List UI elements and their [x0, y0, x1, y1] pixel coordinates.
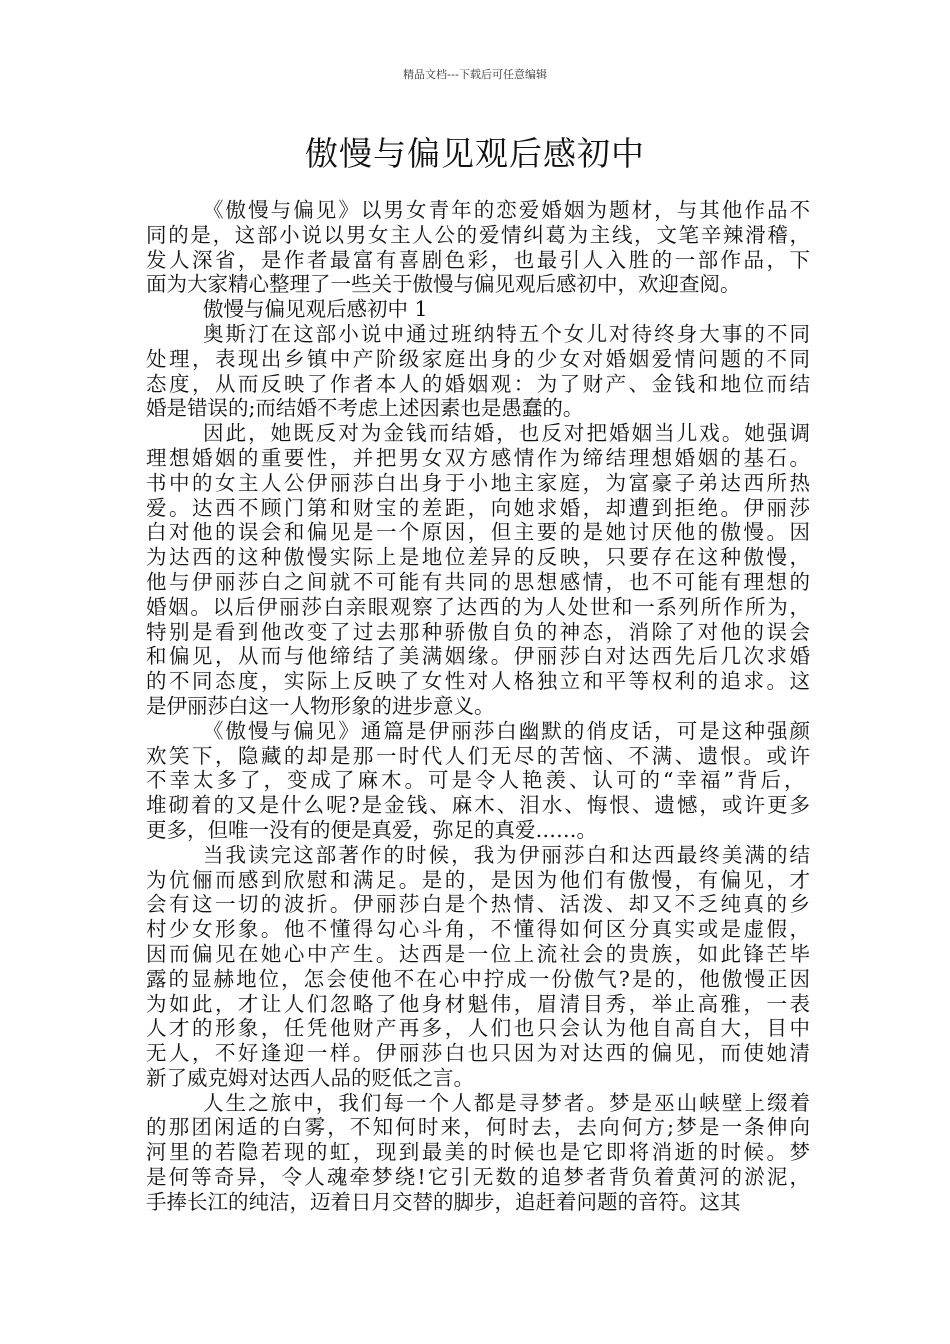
text-line: 面为大家精心整理了一些关于傲慢与偏见观后感初中，欢迎查阅。 [146, 272, 741, 297]
text-line: 为伉俪而感到欣慰和满足。是的，是因为他们有傲慢，有偏见，才 [146, 867, 813, 892]
text-line: 为如此，才让人们忽略了他身材魁伟，眉清目秀，举止高雅，一表 [146, 991, 813, 1016]
text-line: 新了威克姆对达西人品的贬低之言。 [146, 1065, 474, 1090]
text-line: 的那团闲适的白雾，不知何时来，何时去，去向何方;梦是一条伸向 [146, 1115, 813, 1140]
text-line: 同的是，这部小说以男女主人公的爱情纠葛为主线，文笔辛辣滑稽， [146, 222, 812, 247]
text-line: 理想婚姻的重要性，并把男女双方感情作为缔结理想婚姻的基石。 [146, 445, 813, 470]
text-line: 因而偏见在她心中产生。达西是一位上流社会的贵族，如此锋芒毕 [146, 941, 813, 966]
text-line: 白对他的误会和偏见是一个原因，但主要的是她讨厌他的傲慢。因 [146, 520, 813, 545]
text-line: 奥斯汀在这部小说中通过班纳特五个女儿对待终身大事的不同 [203, 321, 813, 346]
text-line: 发人深省，是作者最富有喜剧色彩，也最引人入胜的一部作品，下 [146, 247, 813, 272]
header-note: 精品文档---下载后可任意编辑 [403, 68, 547, 81]
text-line: 傲慢与偏见观后感初中 1 [203, 297, 428, 322]
text-line: 欢笑下，隐藏的却是那一时代人们无尽的苦恼、不满、遗恨。或许 [146, 743, 813, 768]
text-line: 人生之旅中，我们每一个人都是寻梦者。梦是巫山峡壁上缀着 [203, 1090, 813, 1115]
text-line: 因此，她既反对为金钱而结婚，也反对把婚姻当儿戏。她强调 [203, 421, 813, 446]
text-line: 书中的女主人公伊丽莎白出身于小地主家庭，为富豪子弟达西所热 [146, 470, 813, 495]
text-line: 婚姻。以后伊丽莎白亲眼观察了达西的为人处世和一系列所作所为， [146, 594, 812, 619]
text-line: 村少女形象。他不懂得勾心斗角，不懂得如何区分真实或是虚假， [146, 917, 813, 942]
page-title: 傲慢与偏见观后感初中 [305, 134, 645, 173]
text-line: 婚是错误的;而结婚不考虑上述因素也是愚蠢的。 [146, 396, 584, 421]
text-line: 堆砌着的又是什么呢?是金钱、麻木、泪水、悔恨、遗憾，或许更多 [146, 793, 813, 818]
text-line: 河里的若隐若现的虹，现到最美的时候也是它即将消逝的时候。梦 [146, 1140, 813, 1165]
text-line: 无人，不好逢迎一样。伊丽莎白也只因为对达西的偏见，而使她清 [146, 1041, 813, 1066]
article-body [146, 198, 813, 1215]
text-line: 是何等奇异，令人魂牵梦绕!它引无数的追梦者背负着黄河的淤泥， [146, 1165, 813, 1190]
text-line: 手捧长江的纯洁，迈着日月交替的脚步，追赶着问题的音符。这其 [146, 1189, 741, 1214]
text-line: 爱。达西不顾门第和财宝的差距，向她求婚，却遭到拒绝。伊丽莎 [146, 495, 813, 520]
text-line: 更多，但唯一没有的便是真爱，弥足的真爱……。 [146, 817, 597, 842]
text-line: 和偏见，从而与他缔结了美满姻缘。伊丽莎白对达西先后几次求婚 [146, 644, 813, 669]
text-line: 的不同态度，实际上反映了女性对人格独立和平等权利的追求。这 [146, 669, 813, 694]
text-line: 露的显赫地位，怎会使他不在心中拧成一份傲气?是的，他傲慢正因 [146, 966, 813, 991]
text-line: 《傲慢与偏见》通篇是伊丽莎白幽默的俏皮话，可是这种强颜 [203, 718, 813, 743]
text-line: 态度，从而反映了作者本人的婚姻观：为了财产、金钱和地位而结 [146, 371, 813, 396]
text-line: 特别是看到他改变了过去那种骄傲自负的神态，消除了对他的误会 [146, 619, 813, 644]
text-line: 是伊丽莎白这一人物形象的进步意义。 [146, 693, 495, 718]
text-line: 会有这一切的波折。伊丽莎白是个热情、活泼、却又不乏纯真的乡 [146, 892, 813, 917]
text-line: 当我读完这部著作的时候，我为伊丽莎白和达西最终美满的结 [203, 842, 813, 867]
text-line: 他与伊丽莎白之间就不可能有共同的思想感情，也不可能有理想的 [146, 569, 813, 594]
text-line: 为达西的这种傲慢实际上是地位差异的反映，只要存在这种傲慢， [146, 545, 813, 570]
text-line: 《傲慢与偏见》以男女青年的恋爱婚姻为题材，与其他作品不 [203, 198, 813, 222]
text-line: 处理，表现出乡镇中产阶级家庭出身的少女对婚姻爱情问题的不同 [146, 346, 813, 371]
text-line: 人才的形象，任凭他财产再多，人们也只会认为他自高自大，目中 [146, 1016, 813, 1041]
text-line: 不幸太多了，变成了麻木。可是令人艳羡、认可的“幸福”背后， [146, 768, 808, 793]
